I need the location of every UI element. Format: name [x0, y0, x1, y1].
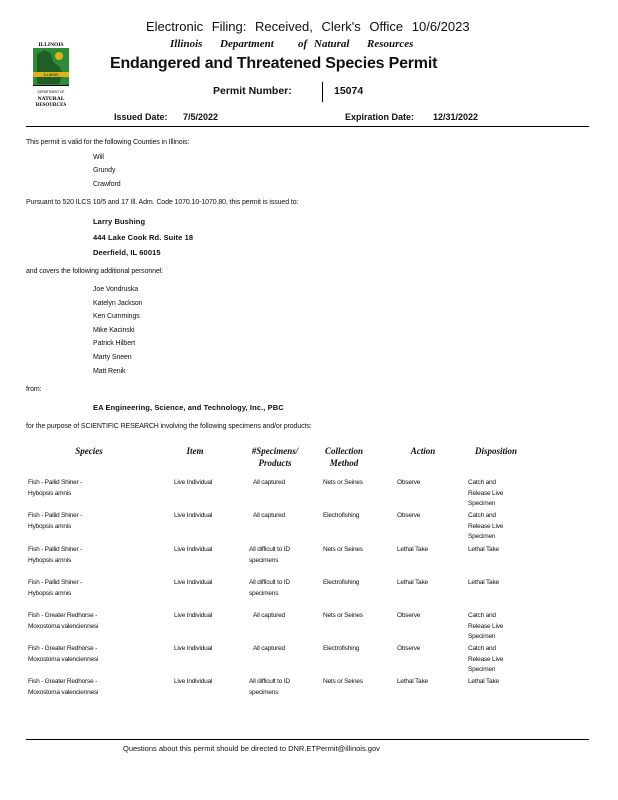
cell-disposition: Lethal Take: [468, 579, 499, 586]
permittee-address: 444 Lake Cook Rd. Suite 18: [93, 233, 194, 242]
cell-specimens: All captured: [253, 479, 285, 486]
issued-date-label: Issued Date:: [114, 112, 168, 122]
cell-species: Fish - Pallid Shiner - Hybopsis amnis: [28, 512, 83, 530]
permit-number-divider: [322, 82, 323, 102]
agency-illinois: Illinois: [170, 38, 203, 50]
cell-species: Fish - Pallid Shiner - Hybopsis amnis: [28, 579, 83, 597]
cell-action: Observe: [397, 479, 421, 486]
cell-specimens: All captured: [253, 512, 285, 519]
logo-sun: [55, 52, 63, 60]
logo-band-text: ILLINOIS: [43, 73, 59, 77]
cell-species: Fish - Greater Redhorse - Moxostoma valenciennesi: [28, 612, 99, 630]
logo-dept-text: DEPARTMENT OF: [37, 90, 65, 94]
agency-resources: Resources: [367, 38, 414, 50]
permit-number-label: Permit Number:: [213, 85, 292, 97]
col-header-specimens: #Specimens/ Products: [251, 446, 299, 468]
permittee-city: Deerfield, IL 60015: [93, 248, 161, 257]
personnel-item: Katelyn Jackson: [93, 300, 143, 307]
cell-species: Fish - Pallid Shiner - Hybopsis amnis: [28, 479, 83, 497]
cell-item: Live Individual: [174, 612, 213, 619]
cell-specimens: All difficult to ID specimens: [249, 678, 290, 696]
cell-specimens: All captured: [253, 645, 285, 652]
cell-action: Lethal Take: [397, 546, 428, 553]
col-header-species: Species: [75, 446, 103, 456]
logo-resources-text: RESOURCES: [35, 103, 67, 108]
stamp-electronic: Electronic: [146, 19, 204, 34]
logo-top-text: ILLINOIS: [38, 42, 64, 48]
from-label: from:: [26, 386, 42, 393]
cell-disposition: Catch and Release Live Specimen: [468, 479, 504, 507]
cell-action: Observe: [397, 645, 421, 652]
logo-natural-text: NATURAL: [37, 96, 65, 102]
cell-method: Electrofishing: [323, 579, 360, 586]
cell-method: Nets or Seines: [323, 546, 363, 553]
cell-specimens: All captured: [253, 612, 285, 619]
col-header-item: Item: [186, 446, 204, 456]
footer-contact: Questions about this permit should be directed to DNR.ETPermit@illinois.gov: [123, 744, 380, 753]
personnel-item: Matt Renik: [93, 368, 126, 375]
personnel-intro: and covers the following additional personnel:: [26, 268, 164, 275]
stamp-received: Received,: [255, 19, 313, 34]
issued-date-value: 7/5/2022: [183, 112, 219, 122]
header-rule: [26, 126, 589, 127]
cell-method: Electrofishing: [323, 512, 360, 519]
personnel-item: Marty Sneen: [93, 354, 132, 361]
page-title: Endangered and Threatened Species Permit: [110, 55, 438, 72]
cell-species: Fish - Greater Redhorse - Moxostoma valenciennesi: [28, 645, 99, 663]
col-header-disposition: Disposition: [474, 446, 517, 456]
cell-item: Live Individual: [174, 546, 213, 553]
county-item: Grundy: [93, 167, 116, 174]
agency-of: of: [298, 38, 308, 50]
cell-disposition: Lethal Take: [468, 546, 499, 553]
purpose-text: for the purpose of SCIENTIFIC RESEARCH involving the following specimens and/or products:: [26, 423, 312, 430]
personnel-item: Patrick Hilbert: [93, 340, 136, 347]
agency-department: Department: [220, 38, 274, 50]
county-item: Will: [93, 154, 104, 161]
cell-action: Lethal Take: [397, 678, 428, 685]
cell-method: Nets or Seines: [323, 612, 363, 619]
cell-species: Fish - Pallid Shiner - Hybopsis amnis: [28, 546, 83, 564]
expiration-date-label: Expiration Date:: [345, 112, 415, 122]
cell-action: Observe: [397, 512, 421, 519]
cell-action: Lethal Take: [397, 579, 428, 586]
permit-number-value: 15074: [334, 85, 364, 97]
cell-item: Live Individual: [174, 645, 213, 652]
cell-item: Live Individual: [174, 479, 213, 486]
col-header-collection-method: Collection Method: [325, 446, 363, 468]
cell-item: Live Individual: [174, 579, 213, 586]
cell-disposition: Catch and Release Live Specimen: [468, 512, 504, 540]
cell-specimens: All difficult to ID specimens: [249, 546, 290, 564]
filing-stamp: [146, 19, 470, 34]
footer-rule: [26, 739, 589, 740]
permittee-name: Larry Bushing: [93, 217, 146, 226]
col-header-action: Action: [410, 446, 436, 456]
cell-method: Nets or Seines: [323, 479, 363, 486]
stamp-date: 10/6/2023: [411, 19, 470, 34]
idnr-logo: [29, 40, 73, 108]
personnel-item: Joe Vondruska: [93, 286, 139, 293]
cell-item: Live Individual: [174, 512, 213, 519]
logo-divider: [33, 85, 69, 86]
stamp-clerks: Clerk's: [321, 19, 361, 34]
county-item: Crawford: [93, 181, 121, 188]
stamp-office: Office: [369, 19, 404, 34]
cell-disposition: Catch and Release Live Specimen: [468, 645, 504, 673]
cell-method: Nets or Seines: [323, 678, 363, 685]
counties-intro: This permit is valid for the following Counties in Illinois:: [26, 139, 190, 146]
stamp-filing: Filing:: [211, 19, 247, 34]
cell-item: Live Individual: [174, 678, 213, 685]
expiration-date-value: 12/31/2022: [433, 112, 479, 122]
cell-species: Fish - Greater Redhorse - Moxostoma valenciennesi: [28, 678, 99, 696]
cell-method: Electrofishing: [323, 645, 360, 652]
cell-disposition: Lethal Take: [468, 678, 499, 685]
organization-name: EA Engineering, Science, and Technology, Inc., PBC: [93, 403, 284, 412]
personnel-item: Ken Cummings: [93, 313, 140, 320]
cell-disposition: Catch and Release Live Specimen: [468, 612, 504, 640]
personnel-item: Mike Kacinski: [93, 327, 135, 334]
idnr-logo-graphic: [29, 40, 73, 108]
pursuant-text: Pursuant to 520 ILCS 10/5 and 17 Ill. Adm. Code 1070.10-1070.80, this permit is issued to:: [26, 199, 299, 206]
agency-natural: Natural: [314, 38, 350, 50]
cell-action: Observe: [397, 612, 421, 619]
cell-specimens: All difficult to ID specimens: [249, 579, 290, 597]
